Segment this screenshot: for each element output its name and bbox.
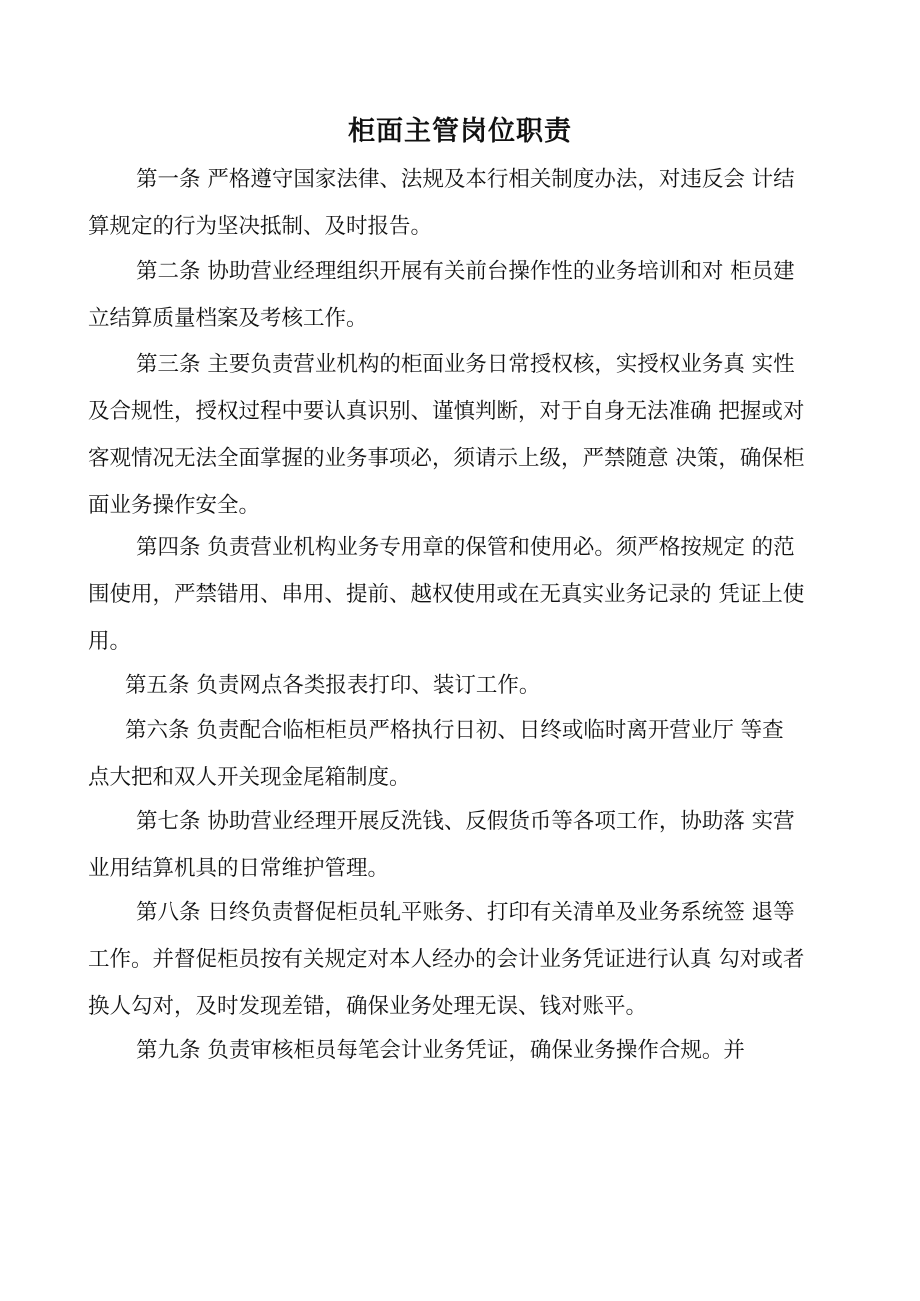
- article-2-line-1: 第二条 协助营业经理组织开展有关前台操作性的业务培训和对 柜员建: [136, 259, 795, 284]
- article-4: [88, 524, 868, 665]
- article-2-line-2: 立结算质量档案及考核工作。: [88, 306, 368, 331]
- article-7-line-1: 第七条 协助营业经理开展反洗钱、反假货币等各项工作，协助落 实营: [136, 809, 795, 834]
- article-3-line-2: 及合规性，授权过程中要认真识别、谨慎判断，对于自身无法准确 把握或对: [88, 399, 805, 424]
- article-1-line-2: 算规定的行为坚决抵制、及时报告。: [88, 214, 433, 239]
- article-5: [88, 662, 868, 709]
- article-6-line-1: 第六条 负责配合临柜柜员严格执行日初、日终或临时离开营业厅 等查: [125, 718, 784, 743]
- article-5-line-1: 第五条 负责网点各类报表打印、装订工作。: [125, 673, 541, 698]
- article-6-line-2: 点大把和双人开关现金尾箱制度。: [88, 765, 411, 790]
- article-9-line-1: 第九条 负责审核柜员每笔会计业务凭证，确保业务操作合规。并: [136, 1038, 745, 1063]
- article-8-line-2: 工作。并督促柜员按有关规定对本人经办的会计业务凭证进行认真 勾对或者: [88, 947, 805, 972]
- document-title: 柜面主管岗位职责: [348, 116, 572, 147]
- article-2: [88, 248, 868, 342]
- article-1-line-1: 第一条 严格遵守国家法律、法规及本行相关制度办法，对违反会 计结: [136, 167, 795, 192]
- article-8: [88, 889, 868, 1030]
- article-9: [88, 1027, 868, 1074]
- article-4-line-1: 第四条 负责营业机构业务专用章的保管和使用必。须严格按规定 的范: [136, 535, 795, 560]
- article-7-line-2: 业用结算机具的日常维护管理。: [88, 856, 390, 881]
- article-3-line-3: 客观情况无法全面掌握的业务事项必，须请示上级，严禁随意 决策，确保柜: [88, 446, 805, 471]
- article-1: [88, 156, 868, 250]
- article-8-line-1: 第八条 日终负责督促柜员轧平账务、打印有关清单及业务系统签 退等: [136, 900, 795, 925]
- article-6: [88, 707, 868, 801]
- article-3-line-1: 第三条 主要负责营业机构的柜面业务日常授权核，实授权业务真 实性: [136, 352, 795, 377]
- article-8-line-3: 换人勾对，及时发现差错，确保业务处理无误、钱对账平。: [88, 994, 648, 1019]
- article-4-line-3: 用。: [88, 629, 132, 654]
- article-3: [88, 341, 868, 529]
- article-4-line-2: 围使用，严禁错用、串用、提前、越权使用或在无真实业务记录的 凭证上使: [88, 582, 805, 607]
- article-3-line-4: 面业务操作安全。: [88, 493, 261, 518]
- article-7: [88, 798, 868, 892]
